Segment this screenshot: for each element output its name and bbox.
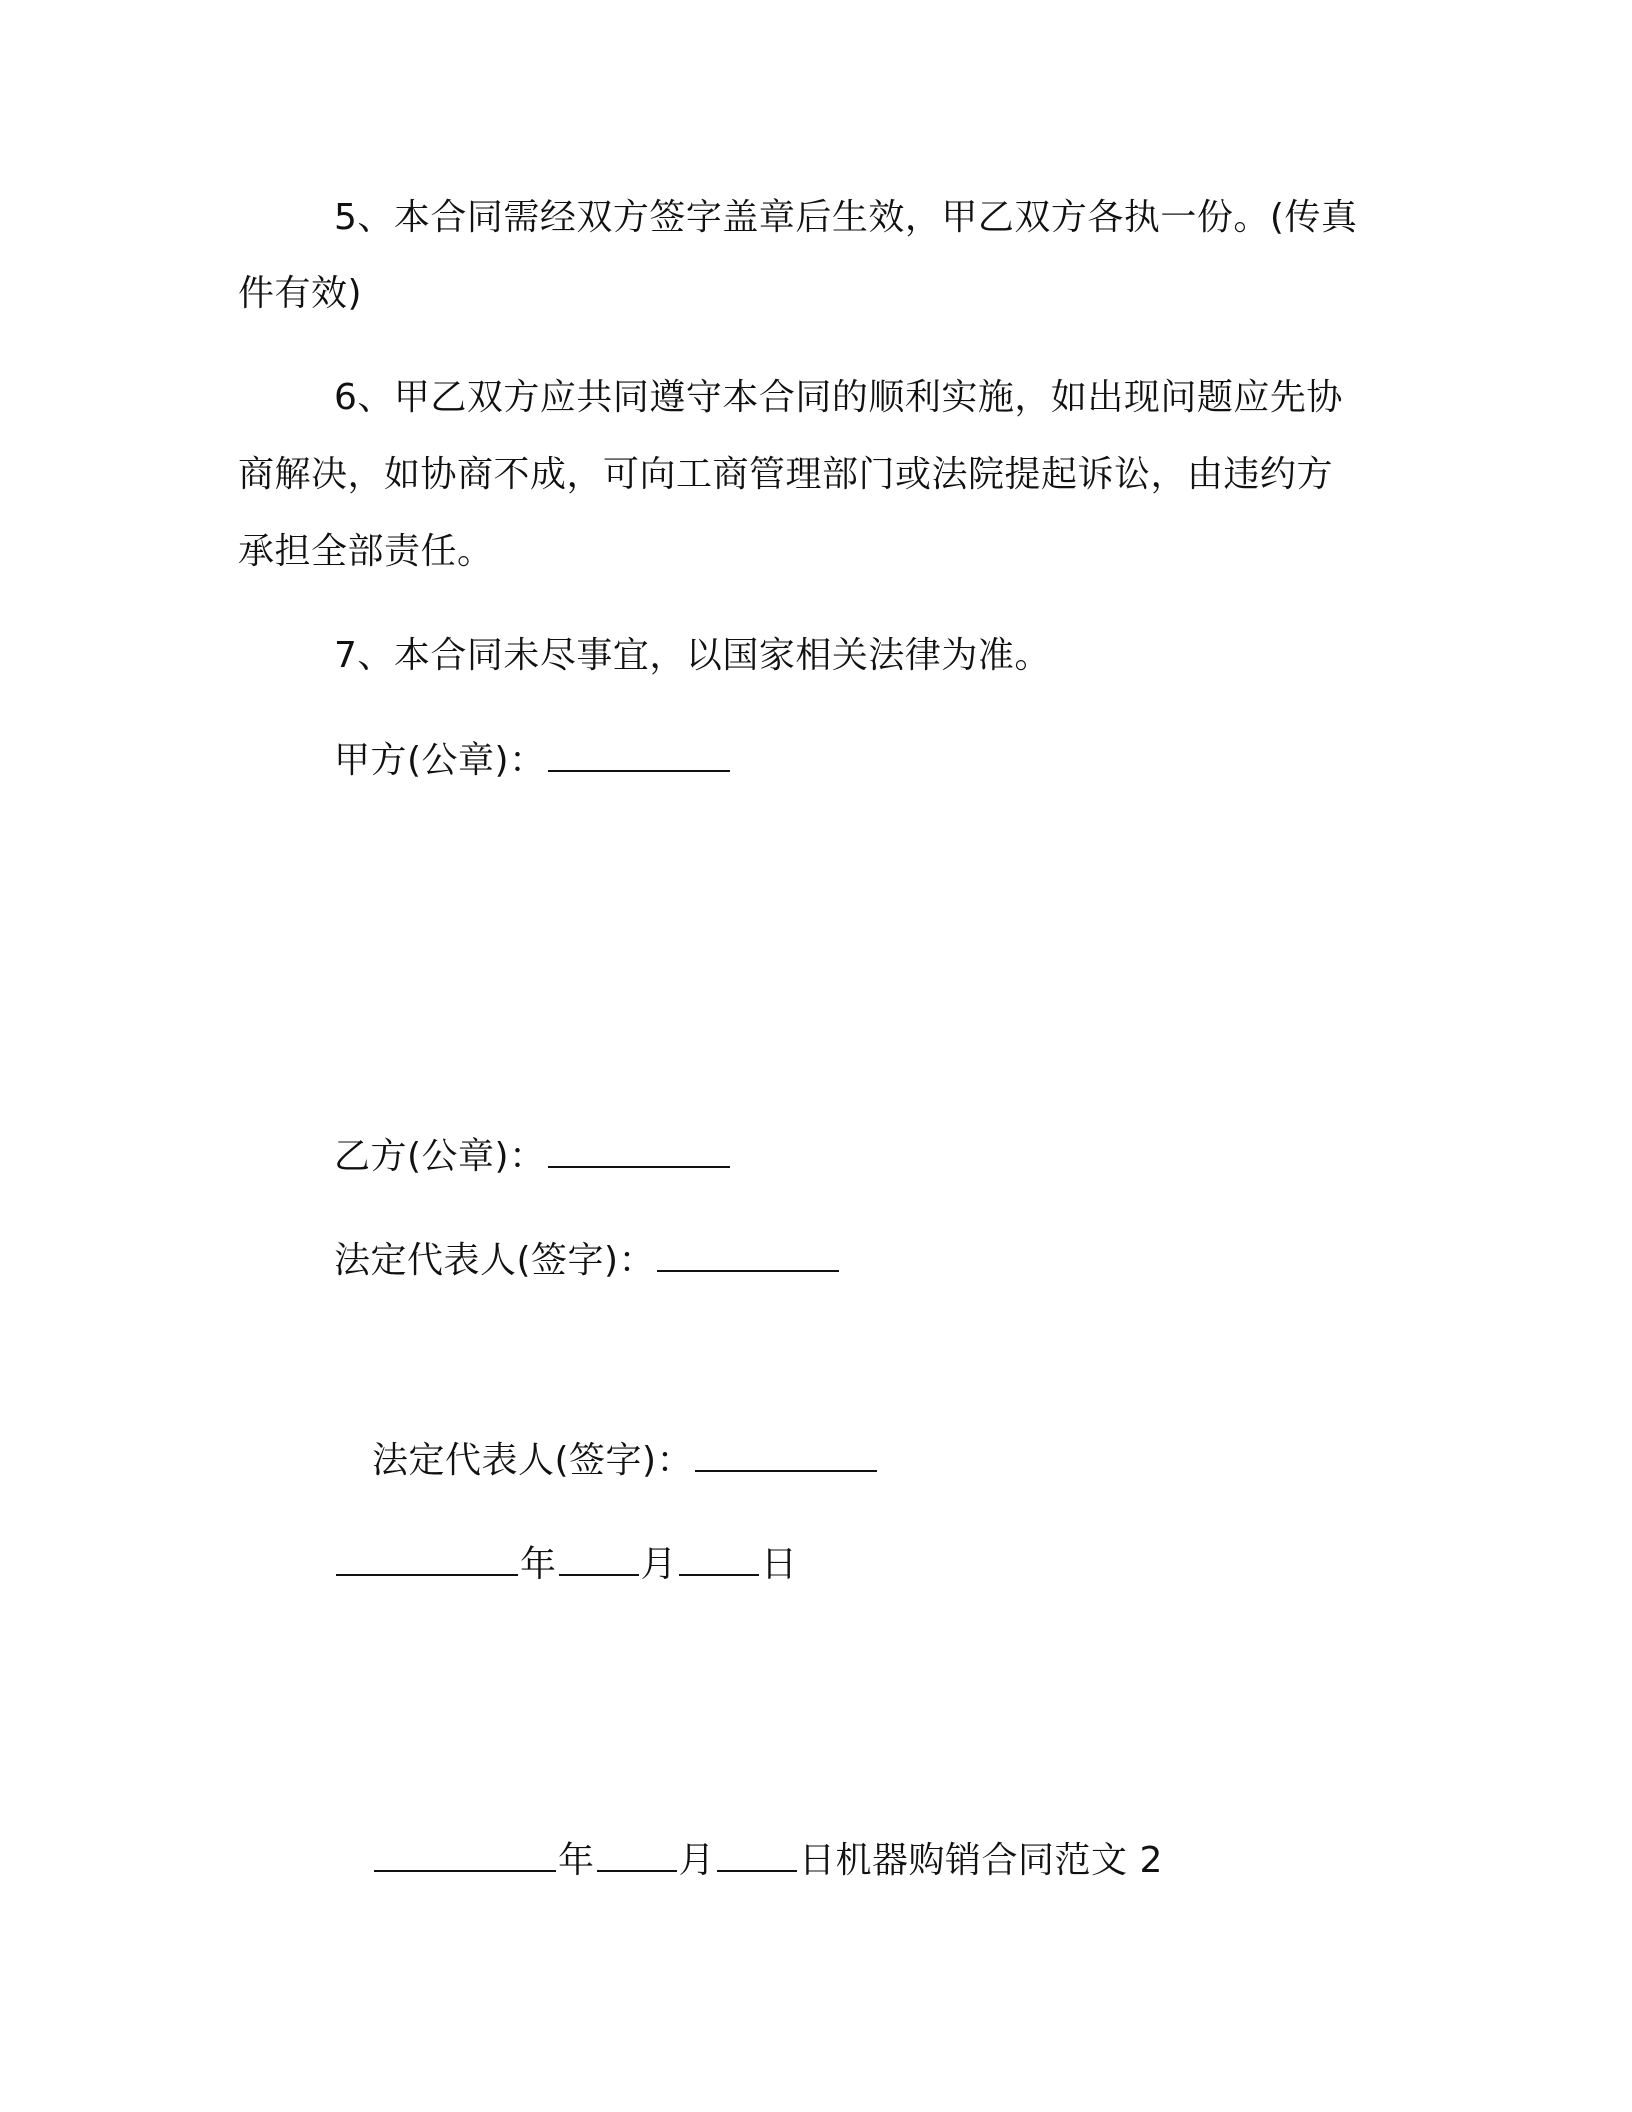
clause-7-line-1: 7、本合同未尽事宜，以国家相关法律为准。 [334,635,1051,676]
year-blank [336,1544,518,1576]
party-a-signature-line [334,740,732,781]
clause-5-line-2: 件有效) [238,273,363,314]
clause-5-line-1: 5、本合同需经双方签字盖章后生效，甲乙双方各执一份。(传真 [334,197,1358,238]
date-line [334,1544,798,1585]
year-label: 年 [520,1544,557,1585]
clause-6-line-2: 商解决，如协商不成，可向工商管理部门或法院提起诉讼，由违约方 [238,454,1334,495]
party-b-label: 乙方(公章)： [334,1136,546,1177]
legal-rep-1-signature-line [334,1240,841,1281]
legal-rep-1-label: 法定代表人(签字)： [334,1240,656,1281]
legal-rep-1-blank [657,1240,839,1272]
party-b-blank [548,1136,730,1168]
legal-rep-2-signature-line [372,1440,879,1481]
legal-rep-2-blank [695,1440,877,1472]
party-b-signature-line [334,1136,732,1177]
party-a-blank [548,740,730,772]
heading-month-blank [597,1840,677,1872]
heading-title: 日机器购销合同范文 2 [799,1840,1163,1881]
month-blank [559,1544,639,1576]
heading-year-blank [374,1840,556,1872]
next-contract-heading [372,1840,1163,1881]
party-a-label: 甲方(公章)： [334,740,546,781]
heading-month-label: 月 [678,1840,716,1881]
heading-day-blank [717,1840,797,1872]
clause-6-line-1: 6、甲乙双方应共同遵守本合同的顺利实施，如出现问题应先协 [334,377,1343,418]
legal-rep-2-label: 法定代表人(签字)： [372,1440,694,1481]
heading-year-label: 年 [558,1840,595,1881]
month-label: 月 [640,1544,678,1585]
clause-6-line-3: 承担全部责任。 [238,531,494,572]
day-label: 日 [761,1544,798,1585]
day-blank [679,1544,759,1576]
